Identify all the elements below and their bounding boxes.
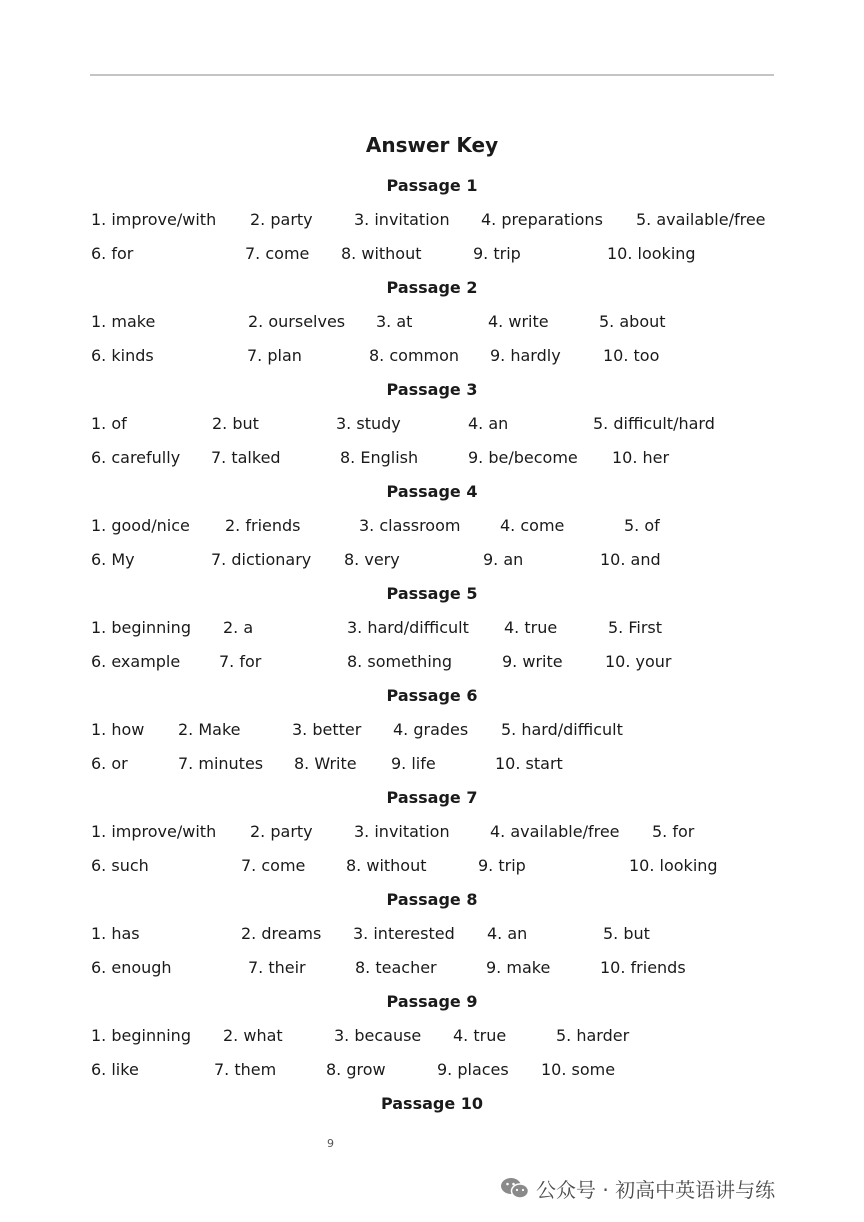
answer-item: 10. looking bbox=[629, 856, 718, 875]
passage-heading: Passage 7 bbox=[386, 788, 478, 807]
passage-heading: Passage 4 bbox=[386, 482, 478, 501]
answer-item: 3. better bbox=[292, 720, 362, 739]
answer-item: 9. write bbox=[502, 652, 563, 671]
answer-item: 10. friends bbox=[600, 958, 686, 977]
answer-item: 7. for bbox=[219, 652, 262, 671]
answer-item: 6. such bbox=[91, 856, 149, 875]
answer-item: 8. without bbox=[346, 856, 427, 875]
answer-item: 8. teacher bbox=[355, 958, 437, 977]
answer-item: 3. invitation bbox=[354, 210, 450, 229]
answer-item: 3. at bbox=[376, 312, 413, 331]
answer-item: 4. preparations bbox=[481, 210, 603, 229]
answer-item: 3. because bbox=[334, 1026, 422, 1045]
answer-item: 6. enough bbox=[91, 958, 172, 977]
answer-item: 2. friends bbox=[225, 516, 301, 535]
answer-item: 4. available/free bbox=[490, 822, 620, 841]
answer-item: 10. and bbox=[600, 550, 661, 569]
answer-item: 5. harder bbox=[556, 1026, 630, 1045]
answer-item: 2. party bbox=[250, 822, 313, 841]
answer-item: 6. for bbox=[91, 244, 134, 263]
answer-item: 5. for bbox=[652, 822, 695, 841]
answer-item: 5. of bbox=[624, 516, 660, 535]
answer-item: 9. make bbox=[486, 958, 551, 977]
answer-item: 3. invitation bbox=[354, 822, 450, 841]
answer-item: 5. but bbox=[603, 924, 650, 943]
answer-item: 5. hard/difficult bbox=[501, 720, 623, 739]
answer-item: 9. an bbox=[483, 550, 524, 569]
answer-item: 3. interested bbox=[353, 924, 455, 943]
watermark bbox=[500, 1173, 775, 1203]
answer-item: 1. how bbox=[91, 720, 145, 739]
answer-item: 7. them bbox=[214, 1060, 277, 1079]
answer-item: 7. dictionary bbox=[211, 550, 312, 569]
answer-item: 8. something bbox=[347, 652, 453, 671]
answer-item: 6. kinds bbox=[91, 346, 154, 365]
answer-item: 10. looking bbox=[607, 244, 696, 263]
answer-item: 9. life bbox=[391, 754, 436, 773]
answer-item: 1. beginning bbox=[91, 618, 191, 637]
answer-item: 3. hard/difficult bbox=[347, 618, 469, 637]
answer-item: 8. Write bbox=[294, 754, 357, 773]
passage-heading: Passage 1 bbox=[386, 176, 478, 195]
answer-item: 1. good/nice bbox=[91, 516, 190, 535]
answer-item: 6. or bbox=[91, 754, 128, 773]
answer-item: 8. very bbox=[344, 550, 400, 569]
answer-item: 2. but bbox=[212, 414, 259, 433]
answer-item: 10. too bbox=[603, 346, 660, 365]
answer-item: 4. true bbox=[453, 1026, 507, 1045]
answer-item: 2. what bbox=[223, 1026, 283, 1045]
answer-item: 6. My bbox=[91, 550, 135, 569]
answer-item: 5. about bbox=[599, 312, 666, 331]
answer-item: 2. party bbox=[250, 210, 313, 229]
answer-item: 1. improve/with bbox=[91, 210, 217, 229]
passage-heading: Passage 8 bbox=[386, 890, 478, 909]
answer-item: 4. grades bbox=[393, 720, 469, 739]
answer-item: 8. grow bbox=[326, 1060, 386, 1079]
answer-item: 7. minutes bbox=[178, 754, 264, 773]
page-number: 9 bbox=[327, 1137, 334, 1150]
answer-item: 10. start bbox=[495, 754, 563, 773]
top-divider bbox=[90, 74, 774, 76]
answer-item: 10. her bbox=[612, 448, 670, 467]
answer-item: 2. ourselves bbox=[248, 312, 346, 331]
answer-item: 8. without bbox=[341, 244, 422, 263]
answer-item: 7. their bbox=[248, 958, 306, 977]
answer-item: 4. come bbox=[500, 516, 565, 535]
answer-item: 7. talked bbox=[211, 448, 281, 467]
answer-item: 8. common bbox=[369, 346, 460, 365]
answer-item: 7. come bbox=[245, 244, 310, 263]
passage-heading: Passage 2 bbox=[386, 278, 478, 297]
answer-item: 1. beginning bbox=[91, 1026, 191, 1045]
answer-item: 3. classroom bbox=[359, 516, 461, 535]
passage-heading: Passage 5 bbox=[386, 584, 478, 603]
answer-item: 4. true bbox=[504, 618, 558, 637]
answer-item: 9. hardly bbox=[490, 346, 561, 365]
answer-item: 8. English bbox=[340, 448, 419, 467]
passage-heading: Passage 6 bbox=[386, 686, 478, 705]
answer-item: 6. like bbox=[91, 1060, 139, 1079]
answer-item: 5. difficult/hard bbox=[593, 414, 715, 433]
watermark-text: 公众号 · 初高中英语讲与练 bbox=[536, 1177, 776, 1202]
passage-heading: Passage 10 bbox=[380, 1094, 484, 1113]
answer-item: 10. your bbox=[605, 652, 672, 671]
answer-item: 9. trip bbox=[473, 244, 521, 263]
passage-heading: Passage 3 bbox=[386, 380, 478, 399]
page-title: Answer Key bbox=[365, 133, 499, 157]
answer-item: 2. a bbox=[223, 618, 254, 637]
answer-item: 7. plan bbox=[247, 346, 302, 365]
answer-item: 7. come bbox=[241, 856, 306, 875]
answer-item: 9. trip bbox=[478, 856, 526, 875]
answer-item: 4. write bbox=[488, 312, 549, 331]
answer-item: 2. Make bbox=[178, 720, 241, 739]
answer-item: 10. some bbox=[541, 1060, 616, 1079]
answer-item: 2. dreams bbox=[241, 924, 322, 943]
answer-item: 5. First bbox=[608, 618, 663, 637]
answer-item: 1. make bbox=[91, 312, 156, 331]
answer-item: 6. example bbox=[91, 652, 181, 671]
answer-item: 6. carefully bbox=[91, 448, 181, 467]
answer-item: 1. improve/with bbox=[91, 822, 217, 841]
wechat-icon bbox=[500, 1176, 530, 1200]
answer-item: 1. has bbox=[91, 924, 140, 943]
answer-item: 9. be/become bbox=[468, 448, 578, 467]
answer-item: 3. study bbox=[336, 414, 401, 433]
answer-item: 5. available/free bbox=[636, 210, 766, 229]
passage-heading: Passage 9 bbox=[386, 992, 478, 1011]
answer-item: 4. an bbox=[468, 414, 509, 433]
answer-item: 4. an bbox=[487, 924, 528, 943]
answer-item: 9. places bbox=[437, 1060, 509, 1079]
answer-item: 1. of bbox=[91, 414, 127, 433]
